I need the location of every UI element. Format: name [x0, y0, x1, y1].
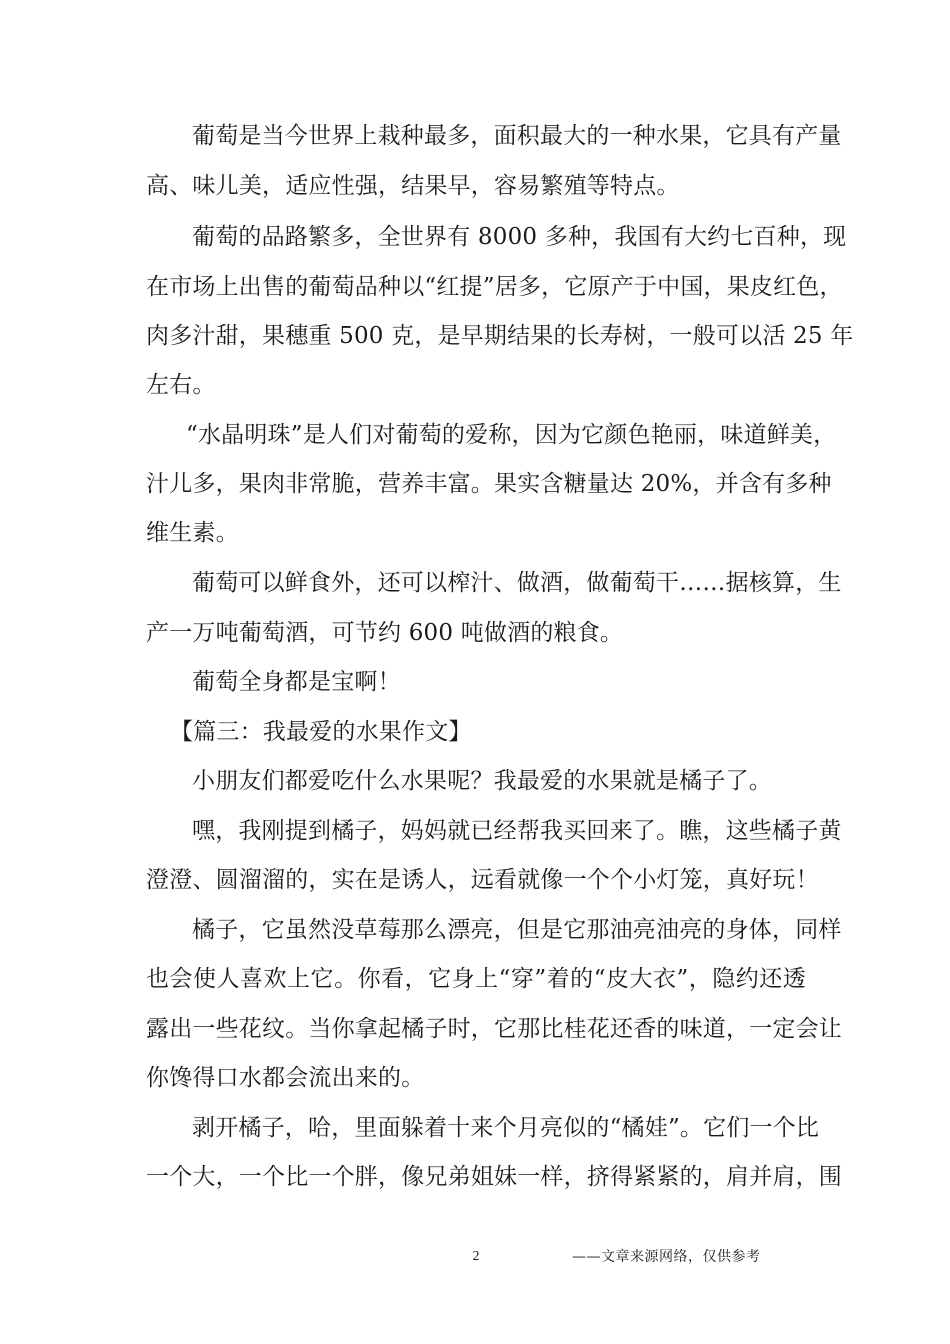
page-number: 2 — [472, 1249, 480, 1264]
text-line: 葡萄全身都是宝啊！ — [192, 669, 401, 695]
text-line: 葡萄的品路繁多，全世界有 8000 多种，我国有大约七百种，现 — [192, 224, 847, 250]
text-line: 维生素。 — [146, 520, 239, 546]
text-line: 产一万吨葡萄酒，可节约 600 吨做酒的粮食。 — [146, 620, 624, 646]
text-line: 葡萄是当今世界上栽种最多，面积最大的一种水果，它具有产量 — [192, 123, 842, 149]
section-heading: 【篇三：我最爱的水果作文】 — [170, 719, 472, 745]
source-note: ——文章来源网络，仅供参考 — [572, 1249, 761, 1265]
text-line: 小朋友们都爱吃什么水果呢？我最爱的水果就是橘子了。 — [192, 768, 772, 794]
text-line: 嘿，我刚提到橘子，妈妈就已经帮我买回来了。瞧，这些橘子黄 — [192, 818, 842, 844]
text-line: 左右。 — [146, 372, 216, 398]
text-line: 剥开橘子，哈，里面躲着十来个月亮似的“橘娃”。它们一个比 — [192, 1115, 820, 1141]
text-line: 汁儿多，果肉非常脆，营养丰富。果实含糖量达 20%，并含有多种 — [146, 471, 832, 497]
text-line: 澄澄、圆溜溜的，实在是诱人，远看就像一个个小灯笼，真好玩！ — [146, 867, 819, 893]
text-line: 露出一些花纹。当你拿起橘子时，它那比桂花还香的味道，一定会让 — [146, 1016, 842, 1042]
text-line: 葡萄可以鲜食外，还可以榨汁、做酒，做葡萄干……据核算，生 — [192, 570, 842, 596]
text-line: 橘子，它虽然没草莓那么漂亮，但是它那油亮油亮的身体，同样 — [192, 917, 842, 943]
text-line: 一个大，一个比一个胖，像兄弟姐妹一样，挤得紧紧的，肩并肩，围 — [146, 1164, 842, 1190]
text-line: 也会使人喜欢上它。你看，它身上“穿”着的“皮大衣”，隐约还透 — [146, 966, 806, 992]
text-line: 在市场上出售的葡萄品种以“红提”居多，它原产于中国，果皮红色， — [146, 274, 843, 300]
text-line: “水晶明珠”是人们对葡萄的爱称，因为它颜色艳丽，味道鲜美， — [186, 422, 837, 448]
text-line: 你馋得口水都会流出来的。 — [146, 1065, 425, 1091]
text-line: 高、味儿美，适应性强，结果早，容易繁殖等特点。 — [146, 173, 680, 199]
text-line: 肉多汁甜，果穗重 500 克，是早期结果的长寿树，一般可以活 25 年 — [146, 323, 854, 349]
